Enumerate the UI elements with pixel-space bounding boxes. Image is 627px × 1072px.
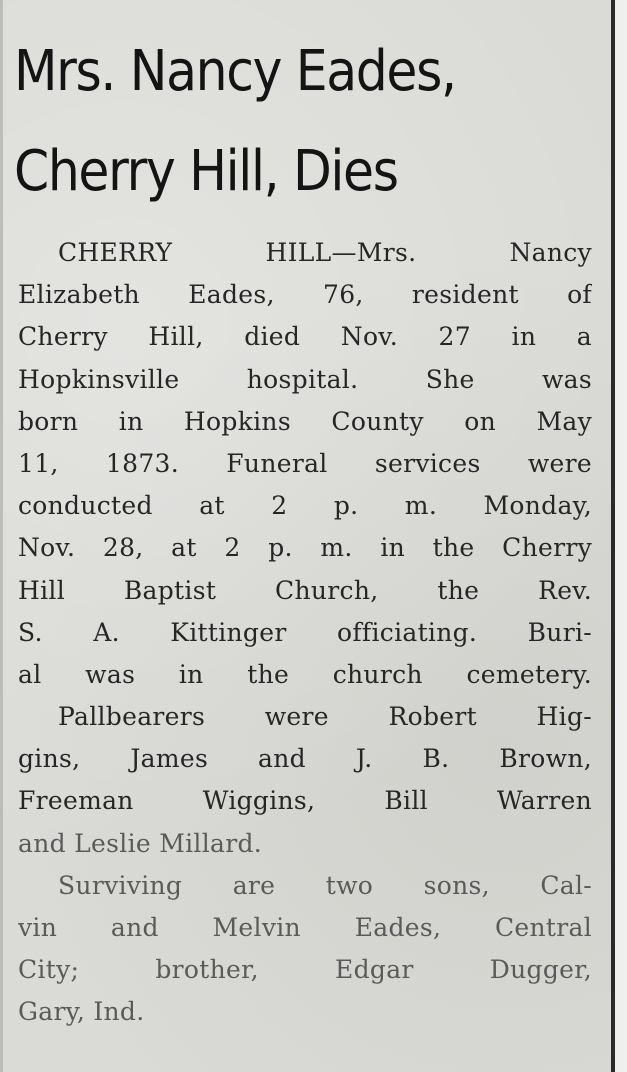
article-line: City; brother, Edgar Dugger, <box>18 955 592 985</box>
headline <box>14 22 545 222</box>
article-line: Cherry Hill, died Nov. 27 in a <box>18 322 592 352</box>
article-line: Surviving are two sons, Cal- <box>58 870 592 900</box>
article-line: vin and Melvin Eades, Central <box>18 913 592 942</box>
article-line: Freeman Wiggins, Bill Warren <box>18 786 592 816</box>
article-line: Gary, Ind. <box>18 997 145 1027</box>
headline-line-1: Mrs. Nancy Eades, <box>14 39 456 104</box>
right-margin <box>615 0 627 1072</box>
left-edge <box>0 0 3 1072</box>
headline-line-2: Cherry Hill, Dies <box>14 139 398 204</box>
article-line: 11, 1873. Funeral services were <box>18 448 592 478</box>
article-line: born in Hopkins County on May <box>18 406 592 436</box>
article-line: gins, James and J. B. Brown, <box>18 744 592 774</box>
paragraph-pallbearers <box>18 696 592 865</box>
article-line: Pallbearers were Robert Hig- <box>58 702 592 732</box>
article-line: and Leslie Millard. <box>18 828 263 858</box>
article-line: Hill Baptist Church, the Rev. <box>18 575 592 605</box>
article-line: Hopkinsville hospital. She was <box>18 364 592 394</box>
article-line: CHERRY HILL—Mrs. Nancy <box>58 238 592 267</box>
paragraph-obituary <box>18 232 592 696</box>
article-line: S. A. Kittinger officiating. Buri- <box>18 617 592 647</box>
article-line: Elizabeth Eades, 76, resident of <box>18 280 592 310</box>
article-line: conducted at 2 p. m. Monday, <box>18 491 592 521</box>
article-line: Nov. 28, at 2 p. m. in the Cherry <box>18 533 592 563</box>
paragraph-survivors <box>18 865 592 1034</box>
article-body <box>18 232 592 1034</box>
article-line: al was in the church cemetery. <box>18 659 592 689</box>
